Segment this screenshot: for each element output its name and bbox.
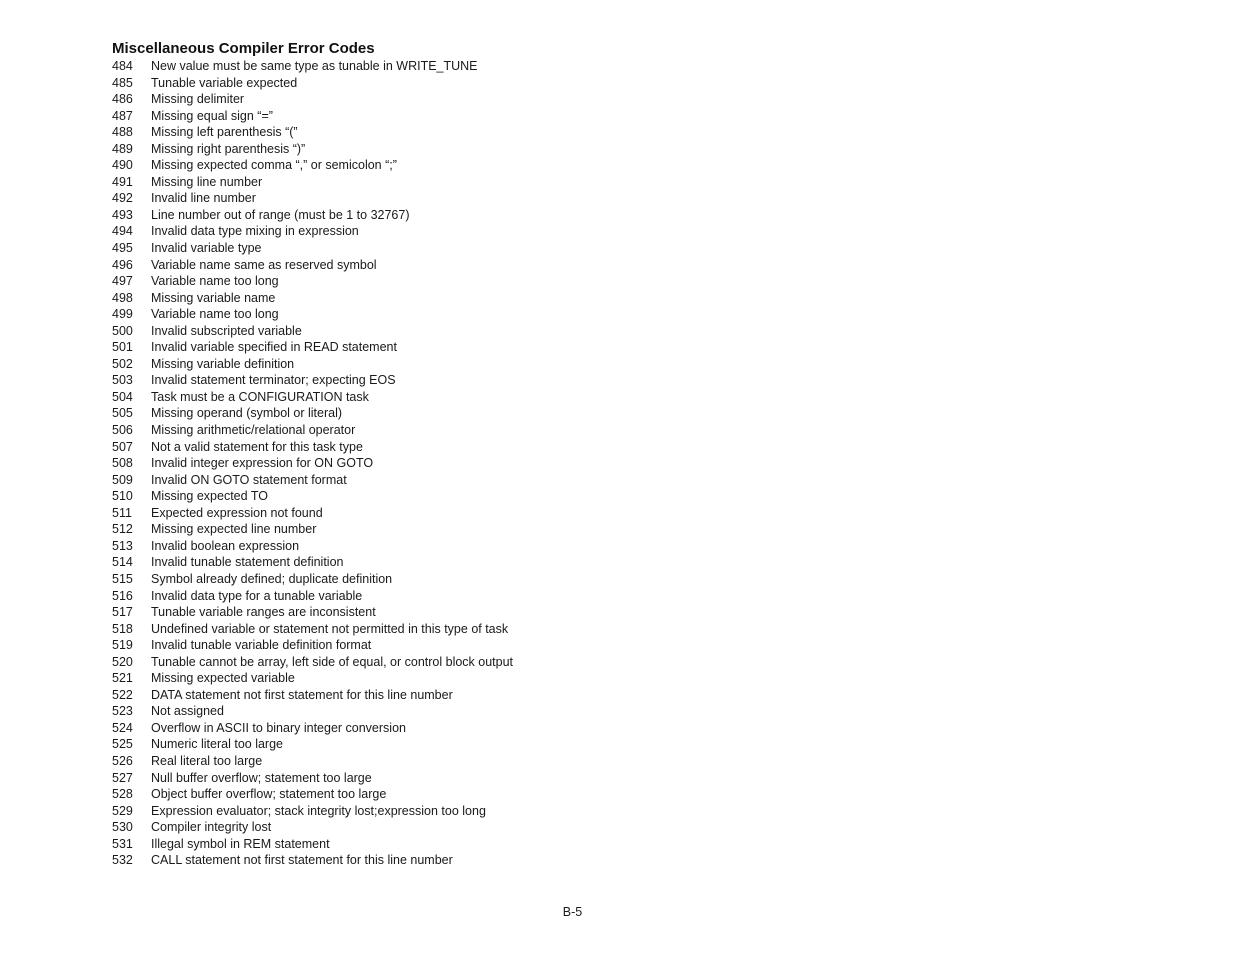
error-code-row <box>112 703 812 720</box>
error-code-description: Missing equal sign “=” <box>151 108 273 123</box>
error-code-row <box>112 770 812 787</box>
error-code-number: 494 <box>112 224 133 239</box>
error-code-description: Real literal too large <box>151 753 263 768</box>
error-code-description: Invalid tunable variable definition format <box>151 638 372 653</box>
error-code-row <box>112 356 812 373</box>
error-code-number: 529 <box>112 803 133 818</box>
error-code-description: Missing expected TO <box>151 489 268 504</box>
error-code-number: 520 <box>112 654 133 669</box>
error-code-description: Invalid data type for a tunable variable <box>151 588 363 603</box>
error-code-number: 501 <box>112 340 133 355</box>
error-code-number: 509 <box>112 472 133 487</box>
error-code-description: Missing line number <box>151 174 263 189</box>
error-code-row <box>112 852 812 869</box>
error-code-number: 493 <box>112 207 133 222</box>
error-code-number: 515 <box>112 571 133 586</box>
error-code-row <box>112 554 812 571</box>
error-code-number: 485 <box>112 75 133 90</box>
error-code-row <box>112 124 812 141</box>
error-code-row <box>112 786 812 803</box>
error-code-row <box>112 654 812 671</box>
error-code-description: Invalid ON GOTO statement format <box>151 472 347 487</box>
error-code-row <box>112 174 812 191</box>
error-code-description: Invalid subscripted variable <box>151 323 302 338</box>
error-code-row <box>112 257 812 274</box>
error-code-number: 516 <box>112 588 133 603</box>
error-code-number: 504 <box>112 389 133 404</box>
error-code-number: 518 <box>112 621 133 636</box>
error-code-description: Undefined variable or statement not permitted in this type of task <box>151 621 509 636</box>
error-code-description: Tunable variable expected <box>151 75 298 90</box>
error-code-description: New value must be same type as tunable in WRITE_TUNE <box>151 59 478 73</box>
error-code-description: Missing expected variable <box>151 671 295 686</box>
error-code-description: Missing arithmetic/relational operator <box>151 423 356 438</box>
error-code-description: Invalid boolean expression <box>151 538 300 553</box>
error-code-description: Invalid variable specified in READ statement <box>151 340 397 355</box>
error-code-row <box>112 372 812 389</box>
error-code-row <box>112 422 812 439</box>
error-code-number: 510 <box>112 489 133 504</box>
error-code-number: 486 <box>112 92 133 107</box>
error-code-list <box>112 58 812 869</box>
error-code-description: Variable name too long <box>151 307 279 322</box>
error-code-number: 528 <box>112 787 133 802</box>
error-code-description: Expression evaluator; stack integrity lost;expression too long <box>151 803 486 818</box>
error-code-number: 496 <box>112 257 133 272</box>
error-code-row <box>112 588 812 605</box>
error-code-number: 531 <box>112 836 133 851</box>
error-code-number: 484 <box>112 59 133 73</box>
error-code-row <box>112 819 812 836</box>
error-code-description: Compiler integrity lost <box>151 820 272 835</box>
error-code-description: Missing operand (symbol or literal) <box>151 406 343 421</box>
error-code-description: Missing right parenthesis “)” <box>151 141 306 156</box>
error-code-number: 511 <box>112 505 132 520</box>
error-code-row <box>112 405 812 422</box>
error-code-number: 519 <box>112 638 133 653</box>
error-code-number: 499 <box>112 307 133 322</box>
error-code-number: 503 <box>112 373 133 388</box>
error-code-row <box>112 604 812 621</box>
error-code-number: 490 <box>112 158 133 173</box>
error-code-description: Invalid tunable statement definition <box>151 555 344 570</box>
error-code-description: Task must be a CONFIGURATION task <box>151 389 369 404</box>
error-code-number: 523 <box>112 704 133 719</box>
error-code-description: Invalid variable type <box>151 241 262 256</box>
error-code-description: Missing delimiter <box>151 92 245 107</box>
error-code-row <box>112 670 812 687</box>
error-code-row <box>112 736 812 753</box>
error-code-row <box>112 488 812 505</box>
error-code-row <box>112 273 812 290</box>
section-title: Miscellaneous Compiler Error Codes <box>112 40 375 57</box>
error-code-number: 508 <box>112 456 133 471</box>
error-code-description: Not assigned <box>151 704 224 719</box>
error-code-description: Tunable variable ranges are inconsistent <box>151 605 376 620</box>
error-code-row <box>112 240 812 257</box>
error-code-number: 506 <box>112 423 133 438</box>
error-code-description: Invalid integer expression for ON GOTO <box>151 456 374 471</box>
error-code-number: 500 <box>112 323 133 338</box>
error-code-row <box>112 290 812 307</box>
error-code-description: Variable name same as reserved symbol <box>151 257 377 272</box>
error-code-description: Missing expected line number <box>151 522 317 537</box>
error-code-description: Tunable cannot be array, left side of equal, or control block output <box>151 654 514 669</box>
error-code-number: 507 <box>112 439 133 454</box>
error-code-row <box>112 190 812 207</box>
error-code-row <box>112 455 812 472</box>
error-code-description: Missing variable definition <box>151 356 295 371</box>
error-code-row <box>112 91 812 108</box>
error-code-row <box>112 339 812 356</box>
error-code-number: 522 <box>112 687 133 702</box>
page-number: B-5 <box>562 905 583 919</box>
error-code-row <box>112 306 812 323</box>
error-code-number: 502 <box>112 356 133 371</box>
error-code-number: 517 <box>112 605 133 620</box>
error-code-row <box>112 207 812 224</box>
error-code-row <box>112 521 812 538</box>
error-code-description: Overflow in ASCII to binary integer conversion <box>151 720 406 735</box>
error-code-number: 495 <box>112 241 133 256</box>
error-code-description: Expected expression not found <box>151 505 323 520</box>
error-code-row <box>112 75 812 92</box>
error-code-number: 521 <box>112 671 133 686</box>
error-code-number: 513 <box>112 538 133 553</box>
error-code-row <box>112 803 812 820</box>
error-code-description: DATA statement not first statement for this line number <box>151 687 453 702</box>
error-code-row <box>112 157 812 174</box>
error-code-description: Numeric literal too large <box>151 737 283 752</box>
error-code-description: Symbol already defined; duplicate definition <box>151 571 393 586</box>
error-code-description: Illegal symbol in REM statement <box>151 836 330 851</box>
error-code-number: 530 <box>112 820 133 835</box>
error-code-row <box>112 472 812 489</box>
error-code-number: 497 <box>112 274 133 289</box>
error-code-row <box>112 223 812 240</box>
error-code-number: 527 <box>112 770 133 785</box>
error-code-row <box>112 389 812 406</box>
error-code-number: 491 <box>112 174 133 189</box>
error-code-description: Line number out of range (must be 1 to 32767) <box>151 207 410 222</box>
error-code-number: 532 <box>112 853 133 868</box>
error-code-description: Missing variable name <box>151 290 276 305</box>
error-code-description: Invalid statement terminator; expecting EOS <box>151 373 396 388</box>
error-code-row <box>112 58 812 75</box>
error-code-number: 492 <box>112 191 133 206</box>
error-code-row <box>112 836 812 853</box>
error-code-number: 489 <box>112 141 133 156</box>
error-code-description: Not a valid statement for this task type <box>151 439 363 454</box>
error-code-row <box>112 720 812 737</box>
error-code-row <box>112 637 812 654</box>
error-code-number: 524 <box>112 720 133 735</box>
error-code-number: 498 <box>112 290 133 305</box>
error-code-row <box>112 323 812 340</box>
error-code-description: Null buffer overflow; statement too large <box>151 770 372 785</box>
error-code-description: Variable name too long <box>151 274 279 289</box>
error-code-row <box>112 571 812 588</box>
error-code-number: 526 <box>112 753 133 768</box>
error-code-description: Object buffer overflow; statement too large <box>151 787 387 802</box>
error-code-description: Missing left parenthesis “(” <box>151 125 298 140</box>
error-code-row <box>112 621 812 638</box>
error-code-row <box>112 141 812 158</box>
error-code-number: 525 <box>112 737 133 752</box>
error-code-number: 512 <box>112 522 133 537</box>
error-code-row <box>112 753 812 770</box>
error-code-row <box>112 108 812 125</box>
error-code-number: 487 <box>112 108 133 123</box>
error-code-number: 514 <box>112 555 133 570</box>
error-code-row <box>112 505 812 522</box>
error-code-description: CALL statement not first statement for this line number <box>151 853 453 868</box>
error-code-description: Invalid line number <box>151 191 256 206</box>
error-code-number: 488 <box>112 125 133 140</box>
error-code-description: Missing expected comma “,” or semicolon “;” <box>151 158 397 173</box>
error-code-row <box>112 538 812 555</box>
error-code-description: Invalid data type mixing in expression <box>151 224 359 239</box>
error-code-number: 505 <box>112 406 133 421</box>
error-code-row <box>112 439 812 456</box>
page-content <box>112 39 812 869</box>
error-code-row <box>112 687 812 704</box>
